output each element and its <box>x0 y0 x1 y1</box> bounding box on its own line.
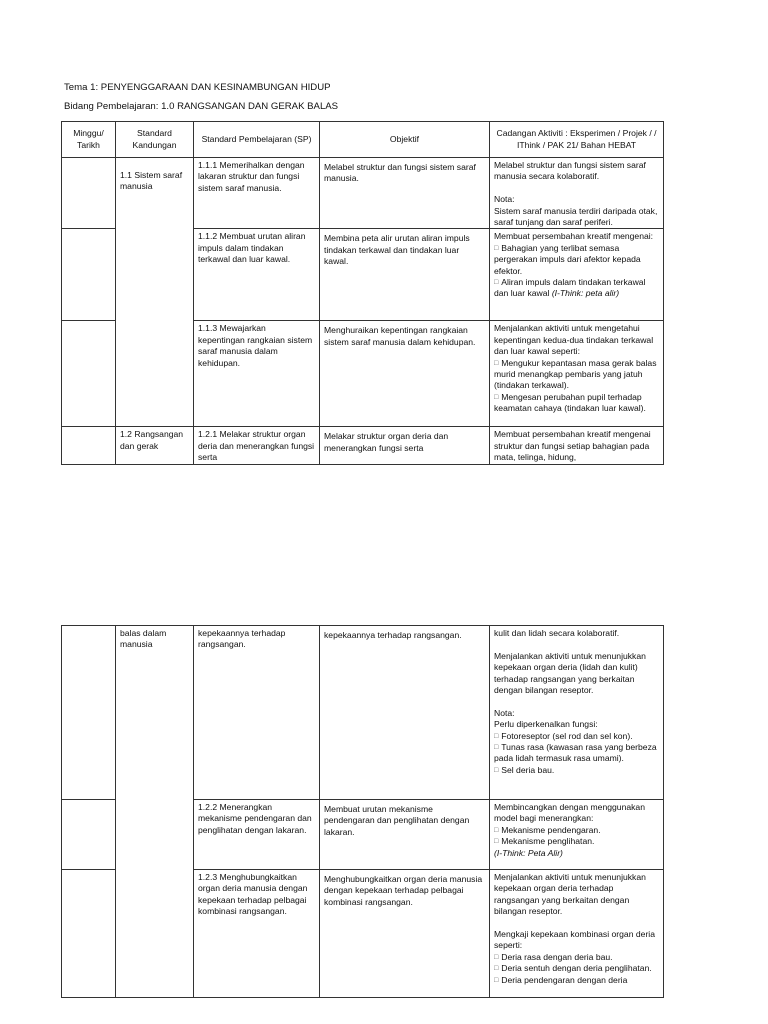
week-cell <box>62 229 116 321</box>
activity-bullet: □ Fotoreseptor (sel rod dan sel kon). <box>494 731 659 742</box>
sp-cell: 1.1.1 Memerihalkan dengan lakaran struktur dan fungsi sistem saraf manusia. <box>194 158 320 229</box>
week-cell <box>62 870 116 998</box>
table-row <box>62 427 664 464</box>
sp-cell: 1.1.3 Mewajarkan kepentingan rangkaian sistem saraf manusia dalam kehidupan. <box>194 321 320 427</box>
week-cell <box>62 158 116 229</box>
activity-bullet: □ Bahagian yang terlibat semasa pergerakan impuls dari afektor kepada efektor. <box>494 243 659 277</box>
activity-cell <box>490 229 664 321</box>
ithink-note: (I-Think: peta alir) <box>551 288 620 299</box>
col-header-objektif: Objektif <box>320 122 490 158</box>
activity-text: Membuat persembahan kreatif mengenai: <box>494 231 654 242</box>
col-header-cadangan-aktiviti: Cadangan Aktiviti : Eksperimen / Projek / / IThink / PAK 21/ Bahan HEBAT <box>490 122 664 158</box>
activity-bullet: □ Sel deria bau. <box>494 765 659 776</box>
activity-bullet: □ Mekanisme penglihatan. <box>494 836 659 847</box>
learning-area-title: Bidang Pembelajaran: 1.0 RANGSANGAN DAN GERAK BALAS <box>64 101 339 112</box>
activity-bullet: □ Deria pendengaran dengan deria <box>494 975 659 986</box>
activity-bullet: □ Deria rasa dengan deria bau. <box>494 952 659 963</box>
activity-text: kulit dan lidah secara kolaboratif. <box>494 628 620 638</box>
sp-cell: 1.2.2 Menerangkan mekanisme pendengaran dan penglihatan dengan lakaran. <box>194 800 320 870</box>
activity-bullet: □ Mengesan perubahan pupil terhadap keamatan cahaya (tindakan luar kawal). <box>494 392 659 415</box>
activity-bullet: □ Deria sentuh dengan deria penglihatan. <box>494 963 659 974</box>
sp-cell: 1.2.1 Melakar struktur organ deria dan menerangkan fungsi serta <box>194 427 320 464</box>
col-header-standard-pembelajaran: Standard Pembelajaran (SP) <box>194 122 320 158</box>
activity-text: Menjalankan aktiviti untuk menunjukkan kepekaan organ deria terhadap rangsangan yang berkaitan dengan bilangan reseptor. <box>494 872 646 917</box>
objective-cell: Menghubungkaitkan organ deria manusia dengan kepekaan terhadap pelbagai kombinasi rangsangan. <box>320 870 490 998</box>
lesson-plan-table-page1 <box>61 121 664 465</box>
sp-cell: kepekaannya terhadap rangsangan. <box>194 626 320 800</box>
activity-text: Melabel struktur dan fungsi sistem saraf manusia secara kolaboratif. <box>494 160 646 182</box>
objective-cell: Melakar struktur organ deria dan menerangkan fungsi serta <box>320 427 490 464</box>
week-cell <box>62 321 116 427</box>
objective-cell: Melabel struktur dan fungsi sistem saraf manusia. <box>320 158 490 229</box>
activity-text: Menjalankan aktiviti untuk mengetahui kepentingan kedua-dua tindakan terkawal dan luar kawal seperti: <box>494 323 654 357</box>
objective-cell: Membuat urutan mekanisme pendengaran dan penglihatan dengan lakaran. <box>320 800 490 870</box>
sp-cell: 1.1.2 Membuat urutan aliran impuls dalam tindakan terkawal dan luar kawal. <box>194 229 320 321</box>
activity-bullet: □ Tunas rasa (kawasan rasa yang berbeza pada lidah termasuk rasa umami). <box>494 742 659 765</box>
activity-cell <box>490 870 664 998</box>
note-label: Nota: <box>494 707 515 718</box>
activity-bullet: □ Mengukur kepantasan masa gerak balas murid menangkap pembaris yang jatuh (tindakan terkawal). <box>494 358 659 392</box>
week-cell <box>62 800 116 870</box>
sp-cell: 1.2.3 Menghubungkaitkan organ deria manusia dengan kepekaan terhadap pelbagai kombinasi rangsangan. <box>194 870 320 998</box>
sk-label: balas dalam manusia <box>120 628 167 650</box>
table-row <box>62 626 664 800</box>
note-text: Perlu diperkenalkan fungsi: <box>494 719 598 730</box>
activity-cell <box>490 800 664 870</box>
activity-text: Menjalankan aktiviti untuk menunjukkan kepekaan organ deria (lidah dan kulit) terhadap rangsangan yang berkaitan dengan bilangan reseptor. <box>494 650 646 696</box>
activity-cell: Membuat persembahan kreatif mengenai struktur dan fungsi setiap bahagian pada mata, telinga, hidung, <box>490 427 664 464</box>
objective-cell: kepekaannya terhadap rangsangan. <box>320 626 490 800</box>
table-header-row <box>62 122 664 158</box>
activity-bullet: □ Mekanisme pendengaran. <box>494 825 659 836</box>
sk-label: 1.1 Sistem saraf manusia <box>120 170 183 192</box>
activity-text: Mengkaji kepekaan kombinasi organ deria seperti: <box>494 929 655 951</box>
sk-cell: 1.2 Rangsangan dan gerak <box>116 427 194 464</box>
activity-cell <box>490 626 664 800</box>
activity-cell <box>490 321 664 427</box>
activity-bullet: □ Aliran impuls dalam tindakan terkawal dan luar kawal <box>494 277 646 298</box>
objective-cell: Menghuraikan kepentingan rangkaian sistem saraf manusia dalam kehidupan. <box>320 321 490 427</box>
lesson-plan-table-page2 <box>61 625 664 998</box>
ithink-note: (I-Think: Peta Alir) <box>494 847 563 858</box>
week-cell <box>62 427 116 464</box>
objective-cell: Membina peta alir urutan aliran impuls tindakan terkawal dan tindakan luar kawal. <box>320 229 490 321</box>
activity-cell <box>490 158 664 229</box>
col-header-standard-kandungan: Standard Kandungan <box>116 122 194 158</box>
sk-cell <box>116 626 194 998</box>
note-label: Nota: <box>494 194 515 205</box>
activity-text: Membincangkan dengan menggunakan model bagi menerangkan: <box>494 802 645 824</box>
table-row <box>62 158 664 229</box>
week-cell <box>62 626 116 800</box>
sk-cell <box>116 158 194 427</box>
note-text: Sistem saraf manusia terdiri daripada otak, saraf tunjang dan saraf periferi. <box>494 205 658 228</box>
col-header-minggu: Minggu/ Tarikh <box>62 122 116 158</box>
theme-title: Tema 1: PENYENGGARAAN DAN KESINAMBUNGAN HIDUP <box>64 82 331 93</box>
